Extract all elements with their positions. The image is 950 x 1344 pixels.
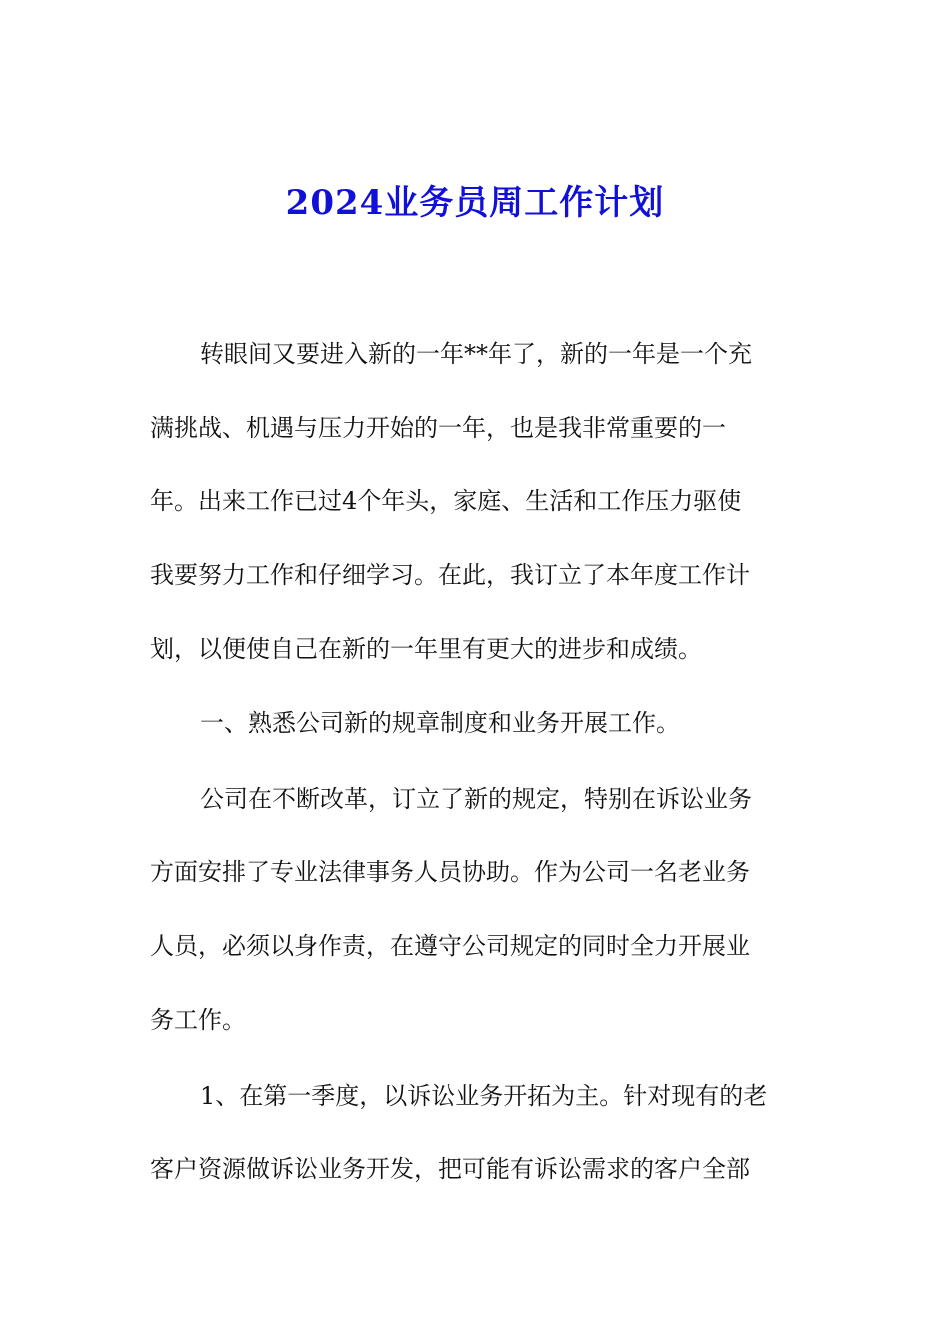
text-line: 公司在不断改革，订立了新的规定，特别在诉讼业务 [200,785,752,813]
text-line: 方面安排了专业法律事务人员协助。作为公司一名老业务 [150,858,750,886]
text-line: 划，以便使自己在新的一年里有更大的进步和成绩。 [150,635,702,663]
text-line: 年。出来工作已过4个年头，家庭、生活和工作压力驱使 [150,487,742,515]
text-line: 转眼间又要进入新的一年**年了，新的一年是一个充 [200,340,752,368]
section-heading: 一、熟悉公司新的规章制度和业务开展工作。 [200,709,680,737]
text-line: 人员，必须以身作责，在遵守公司规定的同时全力开展业 [150,932,750,960]
document-title: 2024业务员周工作计划 [285,183,665,223]
text-line: 1、在第一季度，以诉讼业务开拓为主。针对现有的老 [200,1082,768,1110]
text-line: 务工作。 [150,1006,246,1034]
text-line: 满挑战、机遇与压力开始的一年，也是我非常重要的一 [150,414,726,442]
text-line: 我要努力工作和仔细学习。在此，我订立了本年度工作计 [150,561,750,589]
text-line: 客户资源做诉讼业务开发，把可能有诉讼需求的客户全部 [150,1155,750,1183]
